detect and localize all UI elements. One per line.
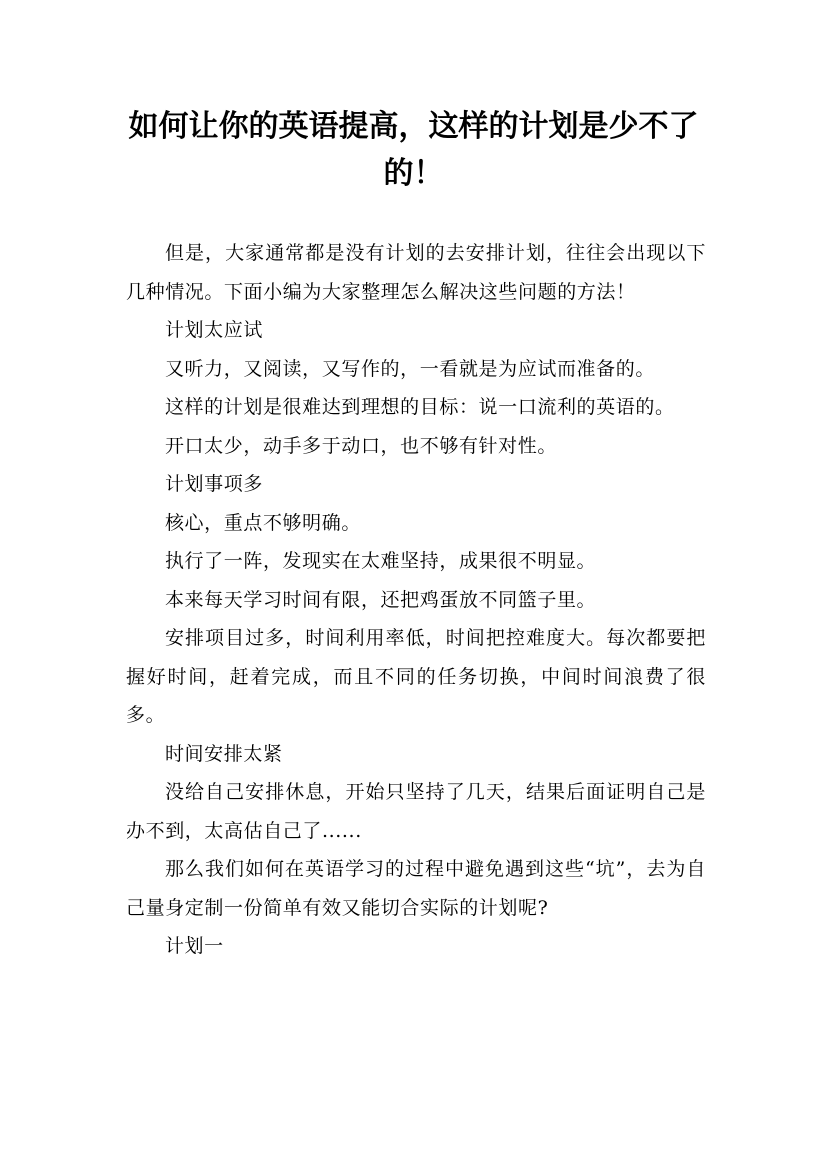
paragraph: 那么我们如何在英语学习的过程中避免遇到这些“坑”，去为自己量身定制一份简单有效又能切合实际的计划呢? [126, 858, 706, 919]
paragraph: 又听力，又阅读，又写作的，一看就是为应试而准备的。 [164, 357, 655, 380]
paragraph-intro: 但是，大家通常都是没有计划的去安排计划，往往会出现以下几种情况。下面小编为大家整理怎么解决这些问题的方法！ [126, 242, 706, 303]
paragraph: 这样的计划是很难达到理想的目标：说一口流利的英语的。 [164, 396, 675, 418]
paragraph: 核心，重点不够明确。 [164, 511, 361, 534]
paragraph: 本来每天学习时间有限，还把鸡蛋放不同篮子里。 [164, 588, 597, 611]
paragraph: 没给自己安排休息，开始只坚持了几天，结果后面证明自己是办不到，太高估自己了...... [126, 781, 706, 842]
document-body [126, 234, 706, 966]
paragraph: 安排项目过多，时间利用率低，时间把控难度大。每次都要把握好时间，赶着完成，而且不同的任务切换，中间时间浪费了很多。 [126, 627, 706, 726]
paragraph: 开口太少，动手多于动口，也不够有针对性。 [164, 434, 557, 457]
paragraph-heading: 计划太应试 [164, 319, 263, 341]
paragraph-heading: 计划事项多 [164, 473, 263, 495]
paragraph-heading: 计划一 [164, 935, 224, 957]
document-title: 如何让你的英语提高，这样的计划是少不了的！ [128, 109, 699, 191]
paragraph: 执行了一阵，发现实在太难坚持，成果很不明显。 [164, 550, 597, 572]
paragraph-heading: 时间安排太紧 [164, 742, 283, 765]
